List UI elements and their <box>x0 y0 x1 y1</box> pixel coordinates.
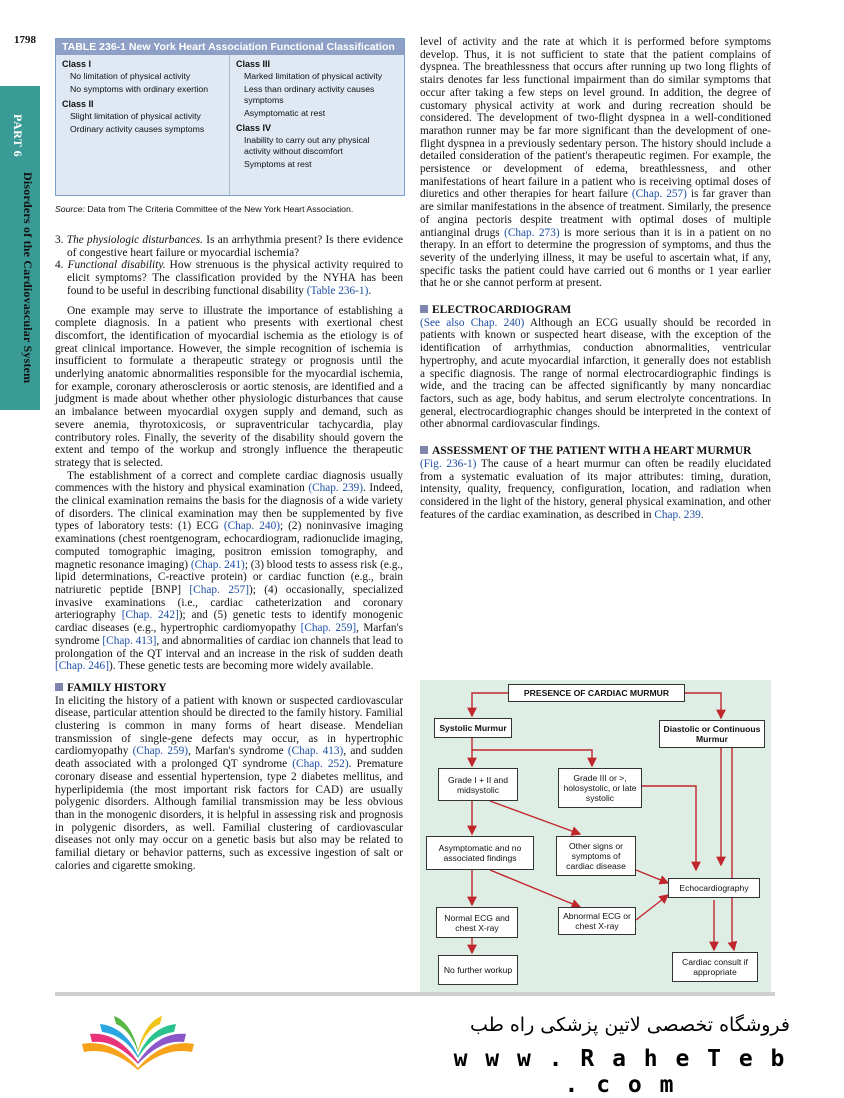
part-title: Disorders of the Cardiovascular System <box>21 172 35 384</box>
store-name: فروشگاه تخصصی لاتین پزشکی راه طب <box>470 1014 790 1036</box>
arrow <box>732 748 734 950</box>
table-cell: Inability to carry out any physical activity without discomfort <box>244 135 370 156</box>
chapter-link[interactable]: (See also Chap. 240) <box>420 316 525 329</box>
flow-box-grade3: Grade III or >, holosystolic, or late systolic <box>558 768 642 808</box>
murmur-flowchart <box>420 680 771 992</box>
store-url: w w w . R a h e T e b . c o m <box>453 1046 787 1098</box>
chapter-link[interactable]: (Chap. 241) <box>190 558 245 571</box>
heading-square-icon <box>420 305 428 313</box>
text: Although an ECG usually should be recorded in patients with known or suspected heart disease, with the exception of the identification of arrhythmias, conduction abnormalities, ventricular hypertrophy, and acute myocardial infarction, it generally does not establish a specific diagnosis. The range of normal electrocardiographic findings is wide, and the tracing can be affected significantly by many noncardiac factors, such as age, body habitus, and serum electrolyte concentrations. In general, electrocardiographic changes should be interpreted in the context of other abnormal cardiovascular findings. <box>420 316 771 431</box>
table-source-label: Source: <box>55 204 85 214</box>
text: is far graver than are similar manifestations in the absence of treatment. Similarly, the presence of angina pectoris despite treatment with optimal doses of multiple antianginal drugs <box>420 188 771 239</box>
table-class-heading: Class III <box>236 59 271 69</box>
paragraph: One example may serve to illustrate the importance of establishing a complete diagnosis. In a patient who presents with exertional chest discomfort, the identification of myocardial ischemia as the etiology is of great clinical importance. However, the simple recognition of ischemia is insufficient to formulate a therapeutic strategy or prognosis until the underlying anatomic abnormalities responsible for the myocardial ischemia, for example, coronary atherosclerosis or aortic stenosis, are identified and a judgment is made about whether other physiologic disturbances that cause an imbalance between myocardial oxygen supply and demand, such as severe anemia, thyrotoxicosis, or supraventricular tachycardia, play contributory roles. Finally, the severity of the disability should govern the extent and tempo of the workup and strongly influence the therapeutic strategy that is selected. <box>55 304 403 469</box>
text: The cause of a heart murmur can often be readily elucidated from a systematic evaluation of its major attributes: timing, duration, intensity, quality, frequency, configuration, location, and radiation when considered in the light of the history, general physical examination, and other features of the cardiac examination, as described in <box>420 457 771 521</box>
list-number: 4. <box>55 259 64 272</box>
text: , Marfan's syndrome <box>55 622 403 647</box>
paragraph <box>420 317 771 431</box>
text: In eliciting the history of a patient with known or suspected cardiovascular disease, particular attention should be directed to the family history. Familial clustering is common in many forms of heart disease. Mendelian transmission of single-gene defects may occur, as in hypertrophic cardiomyopathy <box>55 694 403 758</box>
table-cell: Ordinary activity causes symptoms <box>70 124 205 134</box>
chapter-link[interactable]: (Chap. 240) <box>223 520 280 533</box>
text: is more serious than it is in a patient on no therapy. In an effort to determine the progression of symptoms, and thus the severity of the underlying illness, it may be useful to ascertain what, if any, specific tasks the patient could have carried out 6 months or 1 year earlier that he or she cannot perform at present. <box>420 226 771 290</box>
table-title: TABLE 236-1 New York Heart Association Functional Classification <box>56 39 404 55</box>
chapter-link[interactable]: [Chap. 257] <box>189 583 249 596</box>
arrow <box>472 693 508 716</box>
cut-text-strip <box>55 992 775 996</box>
text: . Indeed, the clinical examination remains the basis for the diagnosis of a wide variety of disorders. The clinical examination may then be supplemented by five types of laboratory tests: (1) ECG <box>55 482 403 533</box>
list-text: How strenuous is the physical activity required to elicit symptoms? The classification provided by the NYHA has been found to be useful in describing functional disability <box>67 259 403 297</box>
chapter-link[interactable]: (Chap. 259) <box>132 745 189 758</box>
chapter-link[interactable]: [Chap. 259] <box>300 622 357 635</box>
book-logo-icon <box>78 1010 198 1072</box>
chapter-link[interactable]: (Chap. 239) <box>308 482 364 495</box>
flow-box-echo: Echocardiography <box>668 878 760 898</box>
table-class-heading: Class II <box>62 99 94 109</box>
chapter-link[interactable]: Chap. 239 <box>654 508 701 521</box>
table-class-heading: Class I <box>62 59 92 69</box>
table-class-heading: Class IV <box>236 123 272 133</box>
heading-square-icon <box>420 446 428 454</box>
section-heading-murmur <box>420 445 771 458</box>
table-cell: No symptoms with ordinary exertion <box>70 84 209 94</box>
nyha-table <box>55 38 405 196</box>
flow-box-grade12: Grade I + II and midsystolic <box>438 768 518 801</box>
table-cell: Symptoms at rest <box>244 159 312 169</box>
text: level of activity and the rate at which it is performed before symptoms develop. Thus, it is not sufficient to state that the patient complains of dyspnea. The breathlessness that occurs after running up two long flights of stairs denotes far less functional impairment than do similar symptoms that occur after taking a few steps on level ground. In addition, the degree of customary physical activity at work and during recreation should be considered. The development of two-flight dyspnea in a well-conditioned marathon runner may be far more significant than the development of one-flight dyspnea in a previously sedentary person. The history should include a detailed consideration of the patient's therapeutic regimen. For example, the persistence or development of edema, breathlessness, and other manifestations of heart failure in a patient who is receiving optimal doses of diuretics and other therapies for heart failure <box>420 36 771 201</box>
arrow <box>636 895 668 920</box>
paragraph <box>55 695 403 873</box>
text: , Marfan's syndrome <box>188 745 288 758</box>
table-cell: Marked limitation of physical activity <box>244 71 383 81</box>
table-source-text: Data from The Criteria Committee of the New York Heart Association. <box>84 204 354 214</box>
table-source <box>55 204 403 214</box>
flow-box-abnormal-ecg: Abnormal ECG or chest X-ray <box>558 907 636 935</box>
table-cell: Asymptomatic at rest <box>244 108 326 118</box>
table-cell: No limitation of physical activity <box>70 71 191 81</box>
text: ; (3) blood tests to assess risk (e.g., lipid determinations, C-reactive protein) or cardiac function (e.g., brain natriuretic peptide [BNP] <box>55 558 404 596</box>
chapter-link[interactable]: [Chap. 246] <box>55 660 109 673</box>
text: , and sudden death associated with a prolonged QT syndrome <box>55 745 403 771</box>
flow-box-consult: Cardiac consult if appropriate <box>672 952 758 982</box>
heading-text: ELECTROCARDIOGRAM <box>432 304 572 317</box>
text: ); and (5) genetic tests to identify monogenic cardiac diseases (e.g., hypertrophic cardiomyopathy <box>55 609 404 635</box>
chapter-link[interactable]: (Chap. 252) <box>292 758 349 771</box>
table-cell: Less than ordinary activity causes symptoms <box>244 84 375 105</box>
list-text: Is an arrhythmia present? Is there evidence of congestive heart failure or myocardial ischemia? <box>67 234 403 259</box>
text: . <box>700 508 704 521</box>
list-term: Functional disability. <box>67 259 166 272</box>
chapter-link[interactable]: (Chap. 273) <box>504 226 560 239</box>
heading-text: FAMILY HISTORY <box>67 681 167 694</box>
text: The establishment of a correct and complete cardiac diagnosis usually commences with the history and physical examination <box>55 469 403 495</box>
chapter-link[interactable]: [Chap. 242] <box>121 609 179 622</box>
right-column <box>420 36 771 521</box>
flow-box-diastolic: Diastolic or Continuous Murmur <box>659 720 765 748</box>
text: ); (4) occasionally, specialized invasive examinations (i.e., cardiac catheterization and coronary arteriography <box>55 583 404 622</box>
flow-box-other-signs: Other signs or symptoms of cardiac disease <box>556 836 636 876</box>
section-heading-family-history <box>55 682 403 695</box>
text: ). These genetic tests are becoming more widely available. <box>108 660 374 673</box>
part-tab-label: PART 6 <box>11 114 25 158</box>
paragraph <box>420 458 771 522</box>
flow-box-normal-ecg: Normal ECG and chest X-ray <box>436 907 518 938</box>
text: . Premature coronary disease and essential hypertension, type 2 diabetes mellitus, and hyperlipidemia (the most important risk factors for CAD) are usually polygenic disorders. Although familial transmission may be less obvious than in the monogenic disorders, it is helpful in assessing risk and prognosis in polygenic disorders, as well. Familial clustering of cardiovascular diseases not only may occur on a genetic basis but also may be related to familial dietary or behavior patterns, such as excessive ingestion of salt or calories and cigarette smoking. <box>55 758 403 872</box>
paragraph <box>420 36 771 290</box>
flow-box-asymptomatic: Asymptomatic and no associated findings <box>426 836 534 870</box>
arrow <box>642 786 696 870</box>
arrow <box>472 750 592 766</box>
figure-link[interactable]: (Fig. 236-1) <box>420 457 477 470</box>
list-item <box>55 259 403 297</box>
page-number: 1798 <box>14 34 36 46</box>
chapter-link[interactable]: (Chap. 257) <box>631 188 687 201</box>
list-term: The physiologic disturbances. <box>66 234 203 246</box>
text: ; (2) noninvasive imaging examinations (chest roentgenogram, echocardiogram, radionuclide imaging, computed tomographic imaging, positron emission tomography, and magnetic resonance imaging) <box>55 520 403 571</box>
arrow <box>685 693 721 718</box>
heading-text: ASSESSMENT OF THE PATIENT WITH A HEART MURMUR <box>432 445 752 458</box>
flow-box-presence: PRESENCE OF CARDIAC MURMUR <box>508 684 685 702</box>
chapter-link[interactable]: [Chap. 413] <box>102 634 157 647</box>
table-link[interactable]: (Table 236-1) <box>306 284 369 297</box>
table-cell: Slight limitation of physical activity <box>70 111 201 121</box>
list-text: . <box>368 284 372 297</box>
flow-box-no-further: No further workup <box>438 955 518 985</box>
list-number: 3. <box>55 234 64 246</box>
section-heading-ecg <box>420 304 771 317</box>
paragraph <box>55 470 403 673</box>
left-column <box>55 234 403 872</box>
flow-box-systolic: Systolic Murmur <box>434 718 512 738</box>
arrow <box>636 870 668 883</box>
text: , and abnormalities of cardiac ion channels that lead to prolongation of the QT interval and an increase in the risk of sudden death <box>55 634 403 660</box>
chapter-link[interactable]: (Chap. 413) <box>287 745 344 758</box>
heading-square-icon <box>55 683 63 691</box>
list-item <box>55 234 403 259</box>
